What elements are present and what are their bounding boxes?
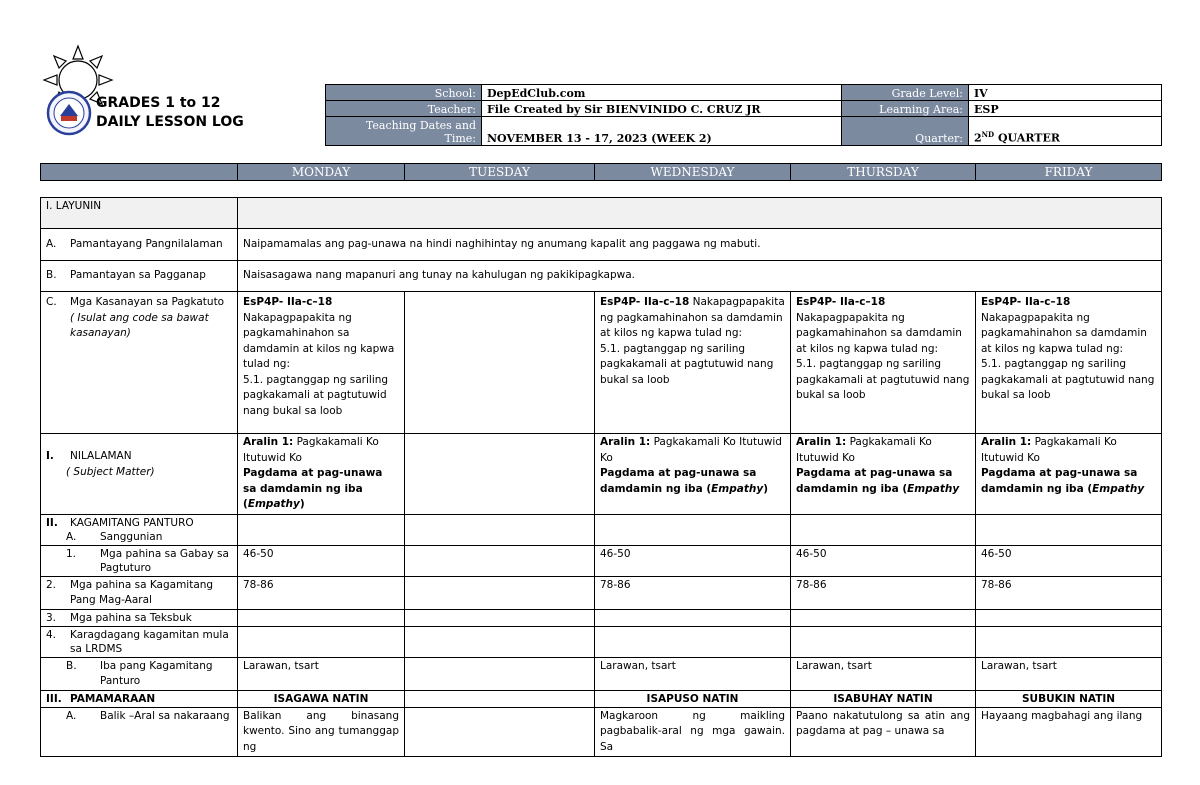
row-label-iba-pang-kagamitan: B. Iba pang Kagamitang Panturo bbox=[41, 657, 238, 690]
info-table bbox=[325, 84, 1162, 146]
kasanayan-friday: EsP4P- IIa-c–18 Nakapagpapakita ng pagkamahinahon sa damdamin at kilos ng kapwa tulad ng: 5.1. pagtanggap ng sariling pagkakamali at pagtutuwid nang bukal sa loob bbox=[976, 292, 1162, 434]
day-tuesday: TUESDAY bbox=[405, 164, 595, 181]
kagamitan-monday bbox=[238, 514, 405, 545]
iba-friday: Larawan, tsart bbox=[976, 657, 1162, 690]
lrdms-monday bbox=[238, 626, 405, 657]
row-label-nilalaman: I. NILALAMAN ( Subject Matter) bbox=[41, 434, 238, 515]
kasanayan-subtitle: ( Isulat ang code sa bawat kasanayan) bbox=[70, 311, 209, 339]
day-header-blank bbox=[41, 164, 238, 181]
gabay-thursday: 46-50 bbox=[791, 545, 976, 576]
school-label: School: bbox=[326, 85, 482, 101]
lrdms-friday bbox=[976, 626, 1162, 657]
lrdms-wednesday bbox=[595, 626, 791, 657]
teksbuk-tuesday bbox=[405, 609, 595, 626]
row-label-balik-aral: A. Balik –Aral sa nakaraang bbox=[41, 707, 238, 757]
pamamaraan-tuesday bbox=[405, 690, 595, 707]
competency-code: EsP4P- IIa-c–18 bbox=[981, 296, 1071, 308]
title-line-1: GRADES 1 to 12 bbox=[96, 95, 221, 111]
kasanayan-thursday: EsP4P- IIa-c–18 Nakapagpapakita ng pagkamahinahon sa damdamin at kilos ng kapwa tulad ng: 5.1. pagtanggap ng sariling pagkakamali at pagtutuwid nang bukal sa loob bbox=[791, 292, 976, 434]
gabay-friday: 46-50 bbox=[976, 545, 1162, 576]
competency-code: EsP4P- IIa-c–18 bbox=[243, 296, 333, 308]
iba-tuesday bbox=[405, 657, 595, 690]
grade-label: Grade Level: bbox=[842, 85, 969, 101]
row-label-pamamaraan: III. PAMAMARAAN bbox=[41, 690, 238, 707]
grade-value: IV bbox=[969, 85, 1162, 101]
gabay-wednesday: 46-50 bbox=[595, 545, 791, 576]
quarter-label: Quarter: bbox=[842, 117, 969, 146]
nilalaman-subtitle: ( Subject Matter) bbox=[66, 465, 155, 478]
kagamitan-tuesday bbox=[405, 514, 595, 545]
lesson-log-table bbox=[40, 197, 1162, 757]
deped-seal-icon bbox=[46, 90, 92, 136]
day-friday: FRIDAY bbox=[976, 164, 1162, 181]
iba-monday: Larawan, tsart bbox=[238, 657, 405, 690]
kasanayan-tuesday bbox=[405, 292, 595, 434]
day-thursday: THURSDAY bbox=[791, 164, 976, 181]
competency-code: EsP4P- IIa-c–18 bbox=[796, 296, 886, 308]
row-label-lrdms: 4. Karagdagang kagamitan mula sa LRDMS bbox=[41, 626, 238, 657]
gabay-tuesday bbox=[405, 545, 595, 576]
row-label-pamantayan-pagganap: B. Pamantayan sa Pagganap bbox=[41, 261, 238, 292]
pamamaraan-thursday: ISABUHAY NATIN bbox=[791, 690, 976, 707]
title-line-2: DAILY LESSON LOG bbox=[96, 114, 244, 130]
dates-label-2: Time: bbox=[444, 132, 476, 145]
day-monday: MONDAY bbox=[238, 164, 405, 181]
kagamitan-friday bbox=[976, 514, 1162, 545]
quarter-suffix: ND bbox=[981, 130, 995, 140]
pamamaraan-friday: SUBUKIN NATIN bbox=[976, 690, 1162, 707]
dates-label bbox=[326, 117, 482, 146]
lrdms-tuesday bbox=[405, 626, 595, 657]
school-value: DepEdClub.com bbox=[482, 85, 842, 101]
nilalaman-wednesday: Aralin 1: Pagkakamali Ko Itutuwid Ko Pagdama at pag-unawa sa damdamin ng iba (Empathy) bbox=[595, 434, 791, 515]
layunin-heading: I. LAYUNIN bbox=[41, 198, 238, 229]
pamantayan-pagganap-text: Naisasagawa nang mapanuri ang tunay na kahulugan ng pakikipagkapwa. bbox=[238, 261, 1162, 292]
pamantayang-pangnilalaman-text: Naipamamalas ang pag-unawa na hindi naghihintay ng anumang kapalit ang paggawa ng mabuti. bbox=[238, 229, 1162, 261]
kasanayan-monday: EsP4P- IIa-c–18 Nakapagpapakita ng pagkamahinahon sa damdamin at kilos ng kapwa tulad ng: 5.1. pagtanggap ng sariling pagkakamali at pagtutuwid nang bukal sa loob bbox=[238, 292, 405, 434]
row-label-kagamitang-panturo: II. KAGAMITANG PANTURO A. Sanggunian bbox=[41, 514, 238, 545]
iba-thursday: Larawan, tsart bbox=[791, 657, 976, 690]
teacher-label: Teacher: bbox=[326, 101, 482, 117]
kasanayan-wednesday: EsP4P- IIa-c–18 Nakapagpapakita ng pagkamahinahon sa damdamin at kilos ng kapwa tulad ng: 5.1. pagtanggap ng sariling pagkakamali at pagtutuwid nang bukal sa loob bbox=[595, 292, 791, 434]
pamamaraan-wednesday: ISAPUSO NATIN bbox=[595, 690, 791, 707]
iba-wednesday: Larawan, tsart bbox=[595, 657, 791, 690]
balik-aral-wednesday: Magkaroon ng maikling pagbabalik-aral ng mga gawain. Sa bbox=[595, 707, 791, 757]
dates-value: NOVEMBER 13 - 17, 2023 (WEEK 2) bbox=[482, 117, 842, 146]
dates-label-1: Teaching Dates and bbox=[365, 119, 476, 132]
area-label: Learning Area: bbox=[842, 101, 969, 117]
mag-aaral-friday: 78-86 bbox=[976, 576, 1162, 609]
area-value: ESP bbox=[969, 101, 1162, 117]
day-header-row bbox=[40, 163, 1162, 181]
mag-aaral-wednesday: 78-86 bbox=[595, 576, 791, 609]
quarter-number: 2 bbox=[974, 132, 982, 145]
kagamitan-thursday bbox=[791, 514, 976, 545]
mag-aaral-monday: 78-86 bbox=[238, 576, 405, 609]
kagamitan-wednesday bbox=[595, 514, 791, 545]
row-label-pang-mag-aaral: 2. Mga pahina sa Kagamitang Pang Mag-Aaral bbox=[41, 576, 238, 609]
nilalaman-thursday: Aralin 1: Pagkakamali Ko Itutuwid Ko Pagdama at pag-unawa sa damdamin ng iba (Empathy bbox=[791, 434, 976, 515]
row-label-gabay: 1. Mga pahina sa Gabay sa Pagtuturo bbox=[41, 545, 238, 576]
balik-aral-friday: Hayaang magbahagi ang ilang bbox=[976, 707, 1162, 757]
nilalaman-tuesday bbox=[405, 434, 595, 515]
teacher-value: File Created by Sir BIENVINIDO C. CRUZ JR bbox=[482, 101, 842, 117]
nilalaman-friday: Aralin 1: Pagkakamali Ko Itutuwid Ko Pagdama at pag-unawa sa damdamin ng iba (Empathy bbox=[976, 434, 1162, 515]
quarter-text: QUARTER bbox=[994, 132, 1060, 145]
nilalaman-monday: Aralin 1: Pagkakamali Ko Itutuwid Ko Pagdama at pag-unawa sa damdamin ng iba (Empathy) bbox=[238, 434, 405, 515]
teksbuk-monday bbox=[238, 609, 405, 626]
balik-aral-monday: Balikan ang binasang kwento. Sino ang tumanggap ng bbox=[238, 707, 405, 757]
day-wednesday: WEDNESDAY bbox=[595, 164, 791, 181]
balik-aral-thursday: Paano nakatutulong sa atin ang pagdama at pag – unawa sa bbox=[791, 707, 976, 757]
row-label-pamantayang-pangnilalaman: A. Pamantayang Pangnilalaman bbox=[41, 229, 238, 261]
teksbuk-friday bbox=[976, 609, 1162, 626]
competency-code: EsP4P- IIa-c–18 bbox=[600, 296, 690, 308]
row-label-teksbuk: 3. Mga pahina sa Teksbuk bbox=[41, 609, 238, 626]
mag-aaral-thursday: 78-86 bbox=[791, 576, 976, 609]
teksbuk-thursday bbox=[791, 609, 976, 626]
lrdms-thursday bbox=[791, 626, 976, 657]
row-label-kasanayan: C. Mga Kasanayan sa Pagkatuto ( Isulat ang code sa bawat kasanayan) bbox=[41, 292, 238, 434]
teksbuk-wednesday bbox=[595, 609, 791, 626]
document-title bbox=[96, 94, 244, 132]
balik-aral-tuesday bbox=[405, 707, 595, 757]
pamamaraan-monday: ISAGAWA NATIN bbox=[238, 690, 405, 707]
quarter-value bbox=[969, 117, 1162, 146]
mag-aaral-tuesday bbox=[405, 576, 595, 609]
layunin-blank bbox=[238, 198, 1162, 229]
gabay-monday: 46-50 bbox=[238, 545, 405, 576]
